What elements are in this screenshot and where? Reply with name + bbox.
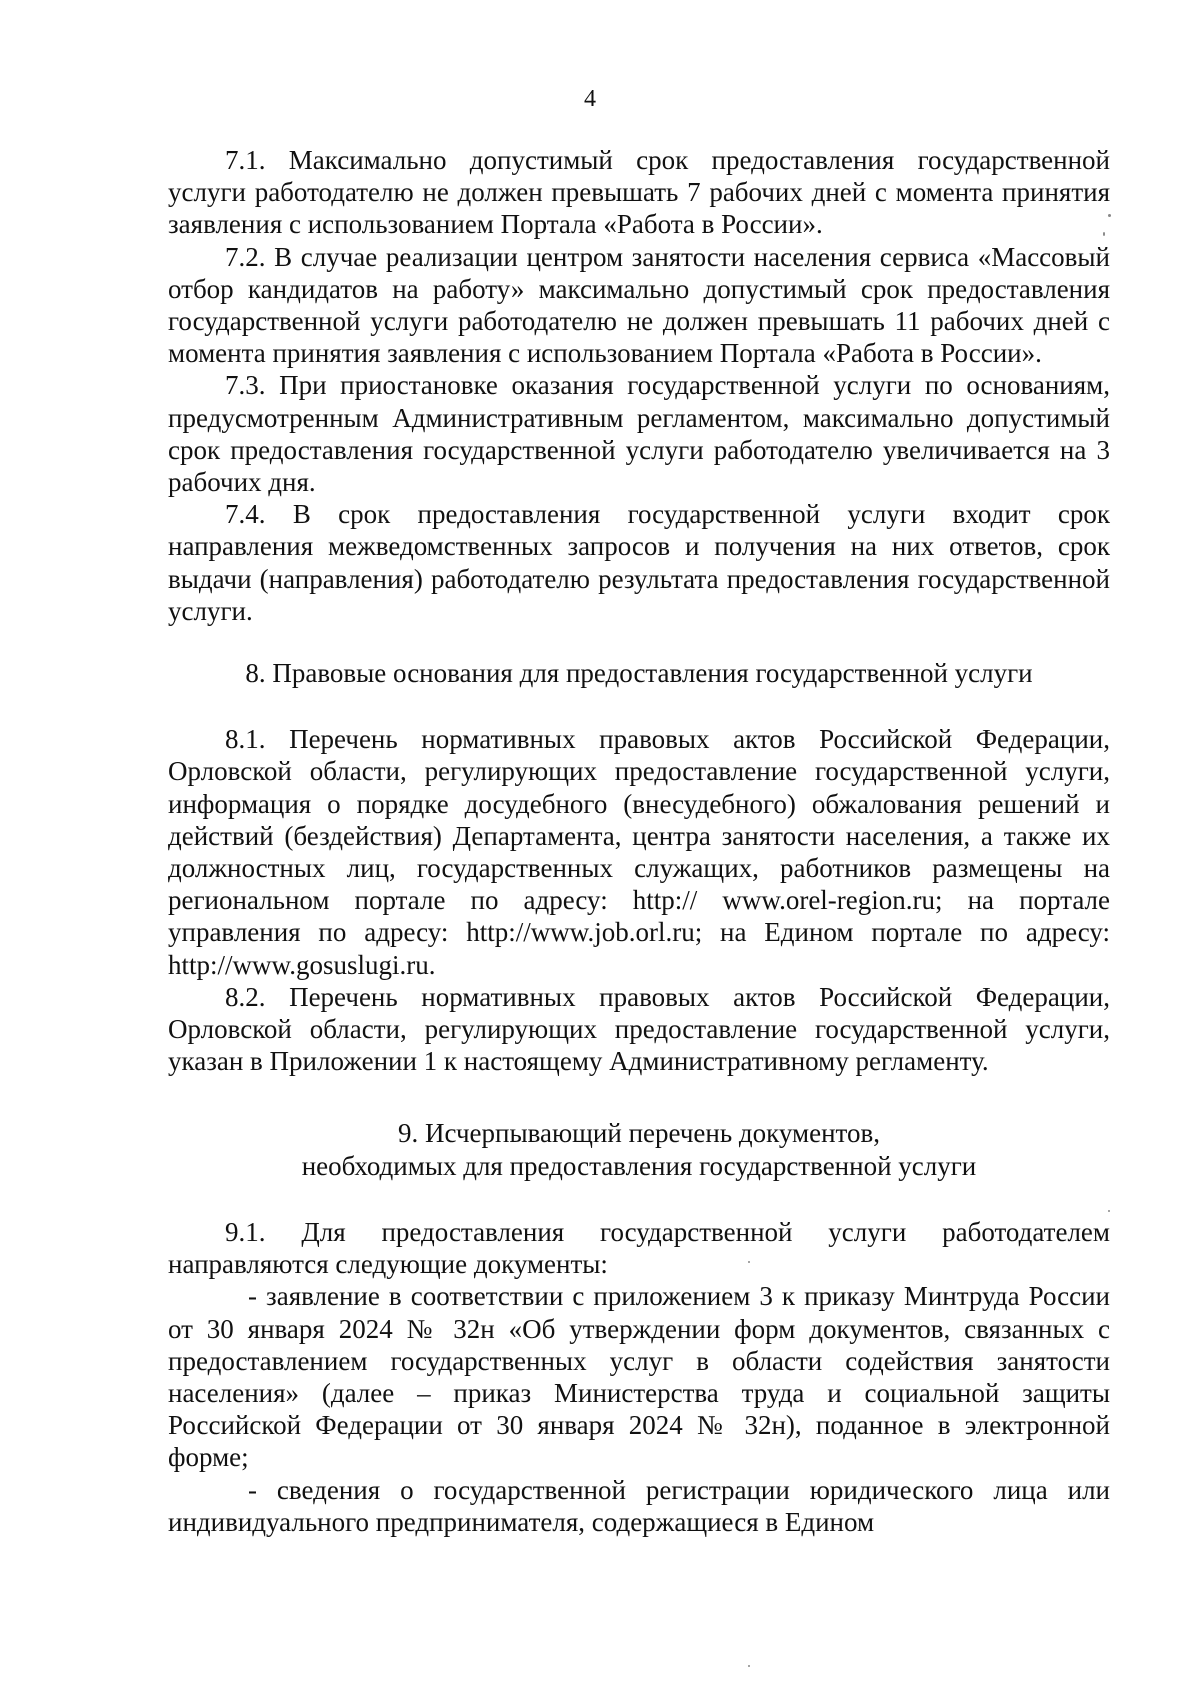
document-body [168, 144, 1110, 1538]
list-item-application: - заявление в соответствии с приложением 3 к приказу Минтруда России от 30 января 2024 № 32н «Об утверждении форм документов, связанных с предоставлением государственных услуг в области содействия занятости населения» (далее – приказ Министерства труда и социальной защиты Российской Федерации от 30 января 2024 № 32н), поданное в электронной форме; [168, 1281, 1110, 1473]
spacer [168, 627, 1110, 657]
paragraph-7-4: 7.4. В срок предоставления государственной услуги входит срок направления межведомственных запросов и получения на них ответов, срок выдачи (направления) работодателю результата предоставления государственной услуги. [168, 499, 1110, 626]
section-9-heading-line2: необходимых для предоставления государственной услуги [301, 1150, 977, 1181]
spacer [168, 1182, 1110, 1216]
section-9-heading-line1: 9. Исчерпывающий перечень документов, [398, 1118, 880, 1149]
paragraph-9-1: 9.1. Для предоставления государственной услуги работодателем направляются следующие документы: [168, 1216, 1110, 1280]
spacer [168, 689, 1110, 723]
paragraph-7-1: 7.1. Максимально допустимый срок предоставления государственной услуги работодателю не должен превышать 7 рабочих дней с момента принятия заявления с использованием Портала «Работа в России». [168, 145, 1110, 240]
list-item-registration-info: - сведения о государственной регистрации юридического лица или индивидуального предпринимателя, содержащиеся в Едином [168, 1474, 1110, 1537]
spacer [168, 1077, 1110, 1117]
paragraph-8-1: 8.1. Перечень нормативных правовых актов Российской Федерации, Орловской области, регулирующих предоставление государственной услуги, информация о порядке досудебного (внесудебного) обжалования решений и действий (бездействия) Департамента, центра занятости населения, а также их должностных лиц, государственных служащих, работников размещены на региональном портале по адресу: http:// www.orel-region.ru; на портале управления по адресу: http://www.job.orl.ru; на Едином портале по адресу: http://www.gosuslugi.ru. [168, 724, 1110, 980]
paragraph-7-2: 7.2. В случае реализации центром занятости населения сервиса «Массовый отбор кандидатов на работу» максимально допустимый срок предоставления государственной услуги работодателю не должен превышать 11 рабочих дней с момента принятия заявления с использованием Портала «Работа в России». [168, 241, 1110, 369]
section-8-heading: 8. Правовые основания для предоставления государственной услуги [245, 658, 1033, 689]
paragraph-8-2: 8.2. Перечень нормативных правовых актов Российской Федерации, Орловской области, регулирующих предоставление государственной услуги, указан в Приложении 1 к настоящему Административному регламенту. [168, 981, 1110, 1077]
page-number: 4 [584, 86, 596, 112]
paragraph-7-3: 7.3. При приостановке оказания государственной услуги по основаниям, предусмотренным Административным регламентом, максимально допустимый срок предоставления государственной услуги работодателю увеличивается на 3 рабочих дня. [168, 370, 1110, 498]
